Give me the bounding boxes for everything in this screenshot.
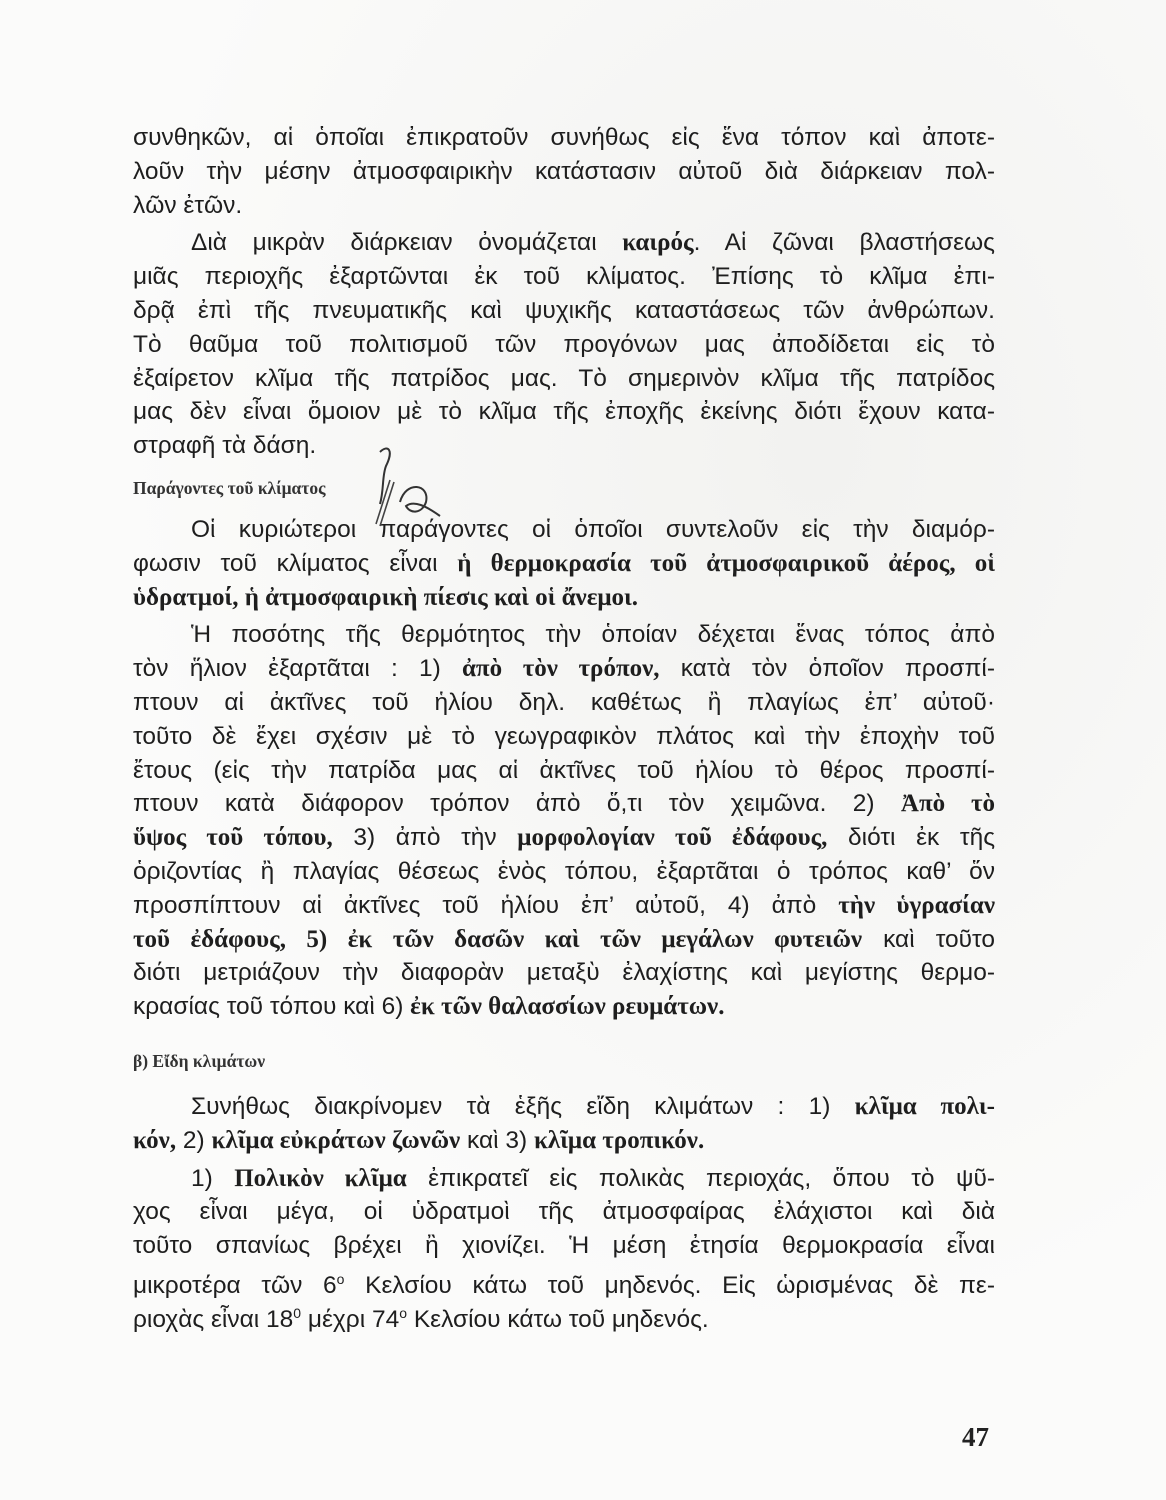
superscript: 0 (293, 1304, 302, 1321)
text-line (133, 990, 995, 1024)
text-segment: κατὰ τὸν ὁποῖον προσπί- (659, 655, 995, 683)
text-segment: 3) ἀπὸ τὴν (332, 824, 518, 852)
text-line (133, 618, 995, 652)
text-segment: ἐξαίρετον κλῖμα τῆς πατρίδος μας. Τὸ σημερινὸν κλῖμα τῆς πατρίδος (133, 364, 995, 392)
text-segment: συνθηκῶν, αἱ ὁποῖαι ἐπικρατοῦν συνήθως εἰς ἕνα τόπον καὶ ἀποτε- (133, 124, 995, 151)
text-line (133, 260, 995, 294)
text-line (133, 889, 995, 923)
text-line (133, 294, 995, 328)
text-line (133, 189, 995, 223)
bold-text: τοῦ ἐδάφους, 5) ἐκ τῶν δασῶν καὶ τῶν μεγάλων φυτειῶν (133, 925, 863, 953)
text-segment: μικροτέρα τῶν 6 (133, 1271, 337, 1299)
paragraph (133, 618, 995, 1024)
text-segment: κρασίας τοῦ τόπου καὶ 6) (133, 993, 411, 1021)
paragraph (133, 1090, 995, 1158)
text-segment: χος εἶναι μέγα, οἱ ὑδρατμοὶ τῆς ἀτμοσφαίρας ἐλάχιστοι καὶ διὰ (133, 1198, 995, 1226)
text-line (133, 362, 995, 396)
text-segment: καὶ 3) (460, 1126, 534, 1154)
bold-text: ὑδρατμοί, ἡ ἀτμοσφαιρικὴ πίεσις καὶ οἱ ἄνεμοι. (133, 583, 639, 611)
text-segment: Κελσίου κάτω τοῦ μηδενός. Εἰς ὡρισμένας δὲ πε- (344, 1271, 995, 1299)
text-line (133, 226, 995, 260)
text-segment: προσπίπτουν αἱ ἀκτῖνες τοῦ ἡλίου ἐπ’ αὐτοῦ, 4) ἀπὸ (133, 891, 839, 919)
handwritten-mark-icon (370, 440, 480, 530)
text-line (133, 395, 995, 429)
bold-text: ἡ θερμοκρασία τοῦ ἀτμοσφαιρικοῦ ἀέρος, οἱ (457, 549, 996, 577)
text-segment: τοῦτο δὲ ἔχει σχέσιν μὲ τὸ γεωγραφικὸν πλάτος καὶ τὴν ἐποχὴν τοῦ (133, 722, 995, 750)
bold-text: τὴν ὑγρασίαν (838, 891, 995, 919)
text-line (133, 754, 995, 788)
text-segment: ὁριζοντίας ἢ πλαγίας θέσεως ἑνὸς τόπου, ἐξαρτᾶται ὁ τρόπος καθ’ ὅν (133, 857, 995, 885)
paragraph (133, 513, 995, 614)
text-segment: Τὸ θαῦμα τοῦ πολιτισμοῦ τῶν προγόνων μας ἀποδίδεται εἰς τὸ (133, 330, 995, 358)
section-heading: β) Εἴδη κλιμάτων (133, 1050, 266, 1071)
text-segment: λοῦν τὴν μέσην ἀτμοσφαιρικὴν κατάστασιν αὐτοῦ διὰ διάρκειαν πολ- (133, 157, 995, 185)
superscript: ο (399, 1304, 408, 1321)
page-number: 47 (962, 1422, 989, 1452)
text-segment: μιᾶς περιοχῆς ἐξαρτῶνται ἐκ τοῦ κλίματος. Ἐπίσης τὸ κλῖμα ἐπι- (133, 263, 995, 291)
text-line (133, 956, 995, 990)
bold-text: κλῖμα εὐκράτων ζωνῶν (211, 1126, 461, 1154)
bold-text: μορφολογίαν τοῦ ἐδάφους, (517, 824, 828, 852)
text-line (133, 513, 995, 547)
bold-text: καιρός (622, 229, 694, 257)
text-segment: στραφῆ τὰ δάση. (133, 432, 317, 460)
text-line (133, 1297, 995, 1331)
text-line (133, 821, 995, 855)
text-segment: Συνήθως διακρίνομεν τὰ ἑξῆς εἴδη κλιμάτων : 1) (191, 1092, 855, 1120)
text-line (133, 1229, 995, 1263)
text-segment: λῶν ἐτῶν. (133, 191, 243, 219)
text-segment: μας δὲν εἶναι ὅμοιον μὲ τὸ κλῖμα τῆς ἐποχῆς ἐκείνης διότι ἔχουν κατα- (133, 398, 995, 426)
paragraph (133, 226, 995, 463)
text-segment: 2) (176, 1126, 212, 1154)
text-segment: Διὰ μικρὰν διάρκειαν ὀνομάζεται (191, 229, 623, 257)
text-segment: ἐπικρατεῖ εἰς πολικὰς περιοχάς, ὅπου τὸ ψῦ- (406, 1164, 996, 1192)
bold-text: κλῖμα πολι- (854, 1092, 995, 1120)
text-line (133, 720, 995, 754)
paragraph (133, 1162, 995, 1331)
text-segment: Οἱ κυριώτεροι παράγοντες οἱ ὁποῖοι συντελοῦν εἰς τὴν διαμόρ- (191, 515, 995, 543)
text-segment: διότι μετριάζουν τὴν διαφορὰν μεταξὺ ἐλαχίστης καὶ μεγίστης θερμο- (133, 959, 995, 987)
bold-text: κλῖμα τροπικόν. (534, 1126, 705, 1154)
text-line (133, 855, 995, 889)
bold-text: Ἀπὸ τὸ (900, 790, 995, 818)
text-line (133, 1090, 995, 1124)
text-line (133, 787, 995, 821)
text-line (133, 121, 995, 155)
section-heading: Παράγοντες τοῦ κλίματος (133, 477, 326, 498)
body-text (133, 117, 995, 1331)
bold-text: κόν, (133, 1126, 177, 1154)
superscript: ο (336, 1270, 345, 1287)
text-line (133, 429, 995, 463)
text-segment: μέχρι 74 (301, 1305, 400, 1333)
text-line (133, 1124, 995, 1158)
text-segment: φωσιν τοῦ κλίματος εἶναι (133, 549, 458, 577)
text-segment: Ἡ ποσότης τῆς θερμότητος τὴν ὁποίαν δέχεται ἕνας τόπος ἀπὸ (191, 621, 995, 649)
text-line (133, 652, 995, 686)
paragraph (133, 121, 995, 222)
text-line (133, 155, 995, 189)
bold-text: ἀπὸ τὸν τρόπον, (461, 655, 660, 683)
text-line (133, 1263, 995, 1297)
text-segment: τὸν ἥλιον ἐξαρτᾶται : 1) (133, 655, 462, 683)
text-segment: τοῦτο σπανίως βρέχει ἢ χιονίζει. Ἡ μέση ἐτησία θερμοκρασία εἶναι (133, 1232, 995, 1260)
text-segment: πτουν αἱ ἀκτῖνες τοῦ ἡλίου δηλ. καθέτως ἢ πλαγίως ἐπ’ αὐτοῦ· (133, 688, 995, 716)
text-segment: . Αἱ ζῶναι βλαστήσεως (693, 229, 995, 257)
text-segment: 1) (191, 1164, 235, 1192)
text-line (133, 923, 995, 957)
text-segment: πτουν κατὰ διάφορον τρόπον ἀπὸ ὅ,τι τὸν χειμῶνα. 2) (133, 790, 901, 818)
text-line (133, 1162, 995, 1196)
bold-text: Πολικὸν κλῖμα (234, 1164, 407, 1192)
text-segment: ἔτους (εἰς τὴν πατρίδα μας αἱ ἀκτῖνες τοῦ ἡλίου τὸ θέρος προσπί- (133, 756, 995, 784)
text-segment: καὶ τοῦτο (862, 925, 996, 953)
text-segment: διότι ἐκ τῆς (827, 824, 996, 852)
text-segment: δρᾷ ἐπὶ τῆς πνευματικῆς καὶ ψυχικῆς καταστάσεως τῶν ἀνθρώπων. (133, 296, 995, 324)
text-line (133, 1195, 995, 1229)
text-line (133, 686, 995, 720)
text-line (133, 581, 995, 615)
text-line (133, 547, 995, 581)
bold-text: ὕψος τοῦ τόπου, (133, 824, 333, 852)
bold-text: ἐκ τῶν θαλασσίων ρευμάτων. (410, 993, 725, 1021)
text-segment: Κελσίου κάτω τοῦ μηδενός. (407, 1305, 709, 1333)
text-segment: ριοχὰς εἶναι 18 (133, 1305, 294, 1333)
text-line (133, 328, 995, 362)
